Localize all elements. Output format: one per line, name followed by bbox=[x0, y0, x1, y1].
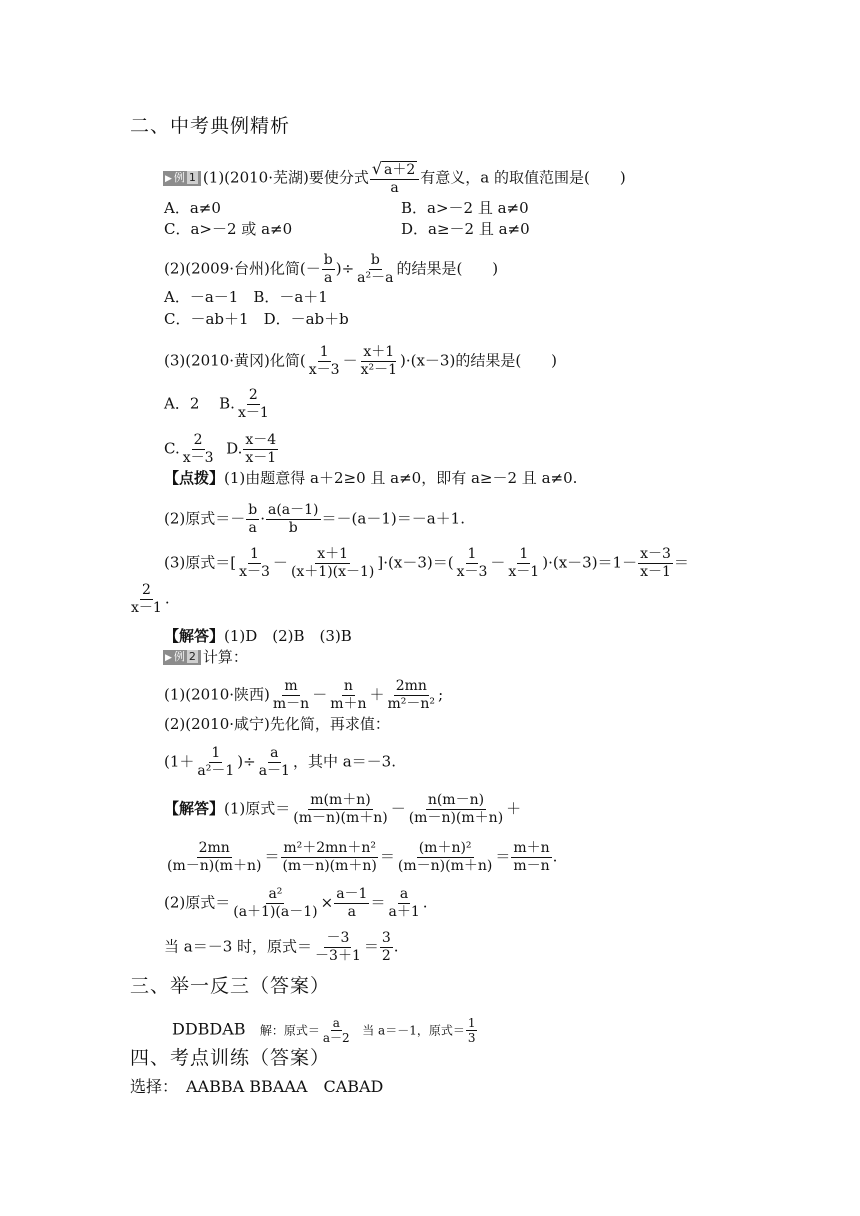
answer-label: 【解答】 bbox=[164, 799, 225, 818]
example-label: 例 bbox=[173, 650, 185, 663]
hint-2-text: (2)原式＝－ bbox=[164, 509, 246, 528]
q3-option-a: A．2 B. bbox=[164, 394, 235, 413]
s4-text: 当 a＝－3 时，原式＝ bbox=[164, 937, 313, 956]
q3-b-denominator: x－1 bbox=[237, 405, 269, 421]
q3-f2-denominator: x²－1 bbox=[360, 362, 397, 378]
q2-f1-denominator: a bbox=[324, 270, 333, 286]
q2-text-post: 的结果是( ) bbox=[396, 259, 499, 278]
q2-text: (2)(2009·台州)化简(－ bbox=[164, 259, 321, 278]
s3-f2-numerator: a－1 bbox=[336, 886, 368, 902]
q1-option-d: D．a≥－2 且 a≠0 bbox=[401, 220, 530, 238]
hint2-f1-numerator: b bbox=[248, 502, 258, 518]
q3-f2-numerator: x＋1 bbox=[363, 344, 395, 360]
example-2-question-1: (1)(2010·陕西) $\frac{m}{m-n}$ － $\frac{n}{m+n}$ ＋ $\frac{2mn}{\text{m²－n²}}$ ; bbox=[164, 678, 444, 712]
q3-text: (3)(2010·黄冈)化简( bbox=[164, 351, 306, 370]
hint-1-text: (1)由题意得 a＋2≥0 且 a≠0，即有 a≥－2 且 a≠0. bbox=[224, 469, 578, 487]
e2q1-text: (1)(2010·陕西) bbox=[164, 685, 270, 704]
q1-option-b: B．a>－2 且 a≠0 bbox=[401, 199, 529, 217]
hint3-d-denominator: x－1 bbox=[508, 564, 540, 580]
hint-3-text: (3)原式＝[ bbox=[164, 553, 237, 572]
solution-line-2: $\frac{2mn}{(m-n)(m+n)}$ ＝ $\frac{\text{m²＋2mn＋n²}}{(m-n)(m+n)}$ ＝ $\frac{\text{(m＋n)²}}{(m-n)(m+n)}$ ＝ $\frac{m+n}{m-n}$ . bbox=[167, 840, 558, 874]
q3-text-post: )·(x－3)的结果是( ) bbox=[400, 351, 558, 370]
example-2-heading bbox=[163, 647, 248, 667]
q3-f1-numerator: 1 bbox=[319, 344, 329, 360]
q1-option-a: A．a≠0 bbox=[164, 199, 221, 217]
hint-line-1 bbox=[164, 468, 577, 488]
hint-2-text-post: ＝－(a－1)＝－a＋1. bbox=[321, 509, 465, 528]
hint-line-3-result: $\frac{2}{x-1}$ . bbox=[131, 582, 170, 616]
hint-label: 【点拨】 bbox=[164, 469, 225, 487]
solution-line-3: (2)原式＝ $\frac{\text{a²}}{(a+1)(a-1)}$ × $\frac{a-1}{a}$ ＝ $\frac{a}{a+1}$ . bbox=[164, 886, 428, 920]
e2q2b-text-post: ，其中 a＝－3. bbox=[292, 752, 396, 771]
q3-d-numerator: x－4 bbox=[245, 432, 277, 448]
answer-label: 【解答】 bbox=[164, 627, 225, 645]
solution-line-1: 【解答】(1)原式＝ $\frac{m(m+n)}{(m-n)(m+n)}$ － $\frac{n(m-n)}{(m-n)(m+n)}$ ＋ bbox=[164, 792, 522, 826]
q3-f1-denominator: x－3 bbox=[308, 362, 340, 378]
q1-denominator: a bbox=[390, 180, 399, 196]
example-2-question-2b: (1＋ $\frac{1}{\text{a²－1}}$ )÷ $\frac{a}{a-1}$ ，其中 a＝－3. bbox=[164, 745, 396, 779]
s3-f1-denominator: (a＋1)(a－1) bbox=[233, 904, 318, 920]
sec3-f1-numerator: a bbox=[332, 1016, 340, 1030]
s2-f3-numerator: (m＋n)² bbox=[418, 840, 472, 856]
e2q2b-text: (1＋ bbox=[164, 752, 195, 771]
q3-option-d: D. bbox=[226, 439, 243, 458]
hint3-result-numerator: 2 bbox=[141, 582, 151, 598]
s4-f2-numerator: 3 bbox=[381, 930, 391, 946]
q1-text-post: 有意义，a 的取值范围是( ) bbox=[420, 168, 626, 187]
q3-b-numerator: 2 bbox=[248, 387, 258, 403]
hint3-e-denominator: x－1 bbox=[640, 564, 671, 580]
section-2-heading: 二、中考典例精析 bbox=[130, 115, 291, 137]
s4-f2-denominator: 2 bbox=[381, 948, 391, 964]
s1-text: (1)原式＝ bbox=[224, 799, 291, 818]
s3-f1-numerator: a² bbox=[268, 886, 283, 902]
s1-f1-denominator: (m－n)(m＋n) bbox=[293, 810, 388, 826]
hint-3-end: ＝ bbox=[673, 553, 689, 572]
e2q1-f2-numerator: n bbox=[343, 678, 353, 694]
e2q1-f3-numerator: 2mn bbox=[395, 678, 427, 694]
s2-f4-numerator: m＋n bbox=[513, 840, 550, 856]
q3-options-ab bbox=[164, 387, 272, 422]
q3-c-denominator: x－3 bbox=[182, 450, 214, 466]
example-number: 1 bbox=[188, 170, 196, 184]
q2-options-ab: A．－a－1 B．－a＋1 bbox=[164, 288, 328, 306]
e2q1-f3-denominator: m²－n² bbox=[387, 696, 436, 712]
e2q1-f1-numerator: m bbox=[284, 678, 298, 694]
answer-1-text: (1)D (2)B (3)B bbox=[224, 627, 352, 645]
hint3-b-denominator: (x＋1)(x－1) bbox=[290, 564, 375, 580]
sec3-f2-denominator: 3 bbox=[467, 1031, 476, 1045]
e2q2b-f1-denominator: a²－1 bbox=[197, 763, 235, 779]
hint-line-3: (3)原式＝[ $\frac{1}{x-3}$ － $\frac{x+1}{(x+1)(x-1)}$ ]·(x－3)＝( $\frac{1}{x-3}$ － $\frac{1}{x-1}$ )·(x－3)＝1－ $\frac{x-3}{x-1}$ ＝ bbox=[164, 546, 689, 580]
s1-f1-numerator: m(m＋n) bbox=[310, 792, 371, 808]
q3-options-cd bbox=[164, 432, 279, 467]
s1-f2-numerator: n(m－n) bbox=[427, 792, 485, 808]
s2-f3-denominator: (m－n)(m＋n) bbox=[397, 858, 493, 874]
q1-fraction: $\frac{√ a+2}{a}$ bbox=[370, 160, 419, 197]
hint2-f2-numerator: a(a－1) bbox=[268, 502, 319, 518]
section-3-answers bbox=[172, 1016, 478, 1045]
example-2-question-2: (2)(2010·咸宁)先化简，再求值： bbox=[164, 715, 390, 733]
s3-f2-denominator: a bbox=[347, 904, 356, 920]
example-1-question-3: (3)(2010·黄冈)化简( $\frac{1}{x-3}$ － $\frac{x+1}{\text{x²－1}}$ )·(x－3)的结果是( ) bbox=[164, 344, 558, 378]
example-1-question-1 bbox=[163, 160, 626, 197]
q2-mid: )÷ bbox=[335, 259, 355, 278]
example-1-question-2 bbox=[164, 252, 498, 287]
answer-line-1 bbox=[164, 626, 352, 646]
hint3-b-numerator: x＋1 bbox=[317, 546, 349, 562]
s2-f2-denominator: (m－n)(m＋n) bbox=[282, 858, 377, 874]
e2q2b-f2-denominator: a－1 bbox=[258, 763, 290, 779]
hint2-f1-denominator: a bbox=[248, 520, 257, 536]
sec3-f2-numerator: 1 bbox=[467, 1016, 476, 1030]
q2-options-cd: C．－ab＋1 D．－ab＋b bbox=[164, 310, 349, 328]
hint3-a-denominator: x－3 bbox=[239, 564, 270, 580]
sec3-when-text: 当 a＝－1，原式＝ bbox=[362, 1023, 465, 1038]
e2q2b-f2-numerator: a bbox=[270, 745, 279, 761]
sec3-f1-denominator: a－2 bbox=[322, 1031, 350, 1045]
hint3-d-numerator: 1 bbox=[519, 546, 529, 562]
example-number: 2 bbox=[188, 650, 196, 663]
hint3-c-denominator: x－3 bbox=[456, 564, 488, 580]
s3-f3-numerator: a bbox=[399, 886, 409, 902]
s3-f3-denominator: a＋1 bbox=[388, 904, 420, 920]
s2-f1-numerator: 2mn bbox=[198, 840, 230, 856]
e2q1-f1-denominator: m－n bbox=[272, 696, 310, 712]
s2-f2-numerator: m²＋2mn＋n² bbox=[283, 840, 377, 856]
hint-3-mid2: )·(x－3)＝1－ bbox=[542, 553, 638, 572]
q2-f2-numerator: b bbox=[370, 252, 380, 268]
sec3-answer-letters: DDBDAB bbox=[172, 1019, 246, 1039]
hint3-result-denominator: x－1 bbox=[131, 600, 162, 616]
e2q2b-f1-numerator: 1 bbox=[211, 745, 221, 761]
s4-f1-denominator: －3＋1 bbox=[315, 948, 361, 964]
example-label: 例 bbox=[173, 170, 185, 184]
hint2-f2-denominator: b bbox=[288, 520, 298, 536]
section-3-heading: 三、举一反三（答案） bbox=[130, 975, 331, 997]
sec3-solution-text: 解：原式＝ bbox=[259, 1023, 320, 1038]
hint3-a-numerator: 1 bbox=[250, 546, 259, 562]
q1-text: (1)(2010·芜湖)要使分式 bbox=[202, 168, 369, 187]
hint3-e-numerator: x－3 bbox=[640, 546, 671, 562]
section-4-heading: 四、考点训练（答案） bbox=[130, 1047, 331, 1069]
e2q1-f2-denominator: m＋n bbox=[330, 696, 367, 712]
hint3-c-numerator: 1 bbox=[467, 546, 477, 562]
example-1-badge: ▶ 例 1 bbox=[163, 171, 201, 186]
s4-f1-numerator: －3 bbox=[326, 930, 350, 946]
q3-c-numerator: 2 bbox=[193, 432, 203, 448]
q1-option-c: C．a>－2 或 a≠0 bbox=[164, 220, 293, 238]
q3-d-denominator: x－1 bbox=[245, 450, 277, 466]
q1-numerator: a＋2 bbox=[384, 162, 416, 178]
q2-f2-denominator: a²－a bbox=[357, 270, 394, 286]
hint-3-mid: ]·(x－3)＝( bbox=[377, 553, 454, 572]
s1-f2-denominator: (m－n)(m＋n) bbox=[408, 810, 504, 826]
s3-text: (2)原式＝ bbox=[164, 893, 231, 912]
section-4-answers: 选择： AABBA BBAAA CABAD bbox=[130, 1077, 384, 1096]
s2-f4-denominator: m－n bbox=[513, 858, 550, 874]
example-2-badge: ▶ 例 2 bbox=[163, 650, 201, 665]
s2-f1-denominator: (m－n)(m＋n) bbox=[167, 858, 262, 874]
q3-option-c: C. bbox=[164, 439, 180, 458]
example-2-text: 计算： bbox=[202, 648, 248, 666]
solution-line-4: 当 a＝－3 时，原式＝ $\frac{-3}{-3+1}$ ＝ $\frac{3}{2}$ . bbox=[164, 930, 399, 964]
q2-f1-numerator: b bbox=[323, 252, 333, 268]
hint-line-2: (2)原式＝－ $\frac{b}{a}$ · $\frac{a(a-1)}{b}$ ＝－(a－1)＝－a＋1. bbox=[164, 502, 465, 536]
